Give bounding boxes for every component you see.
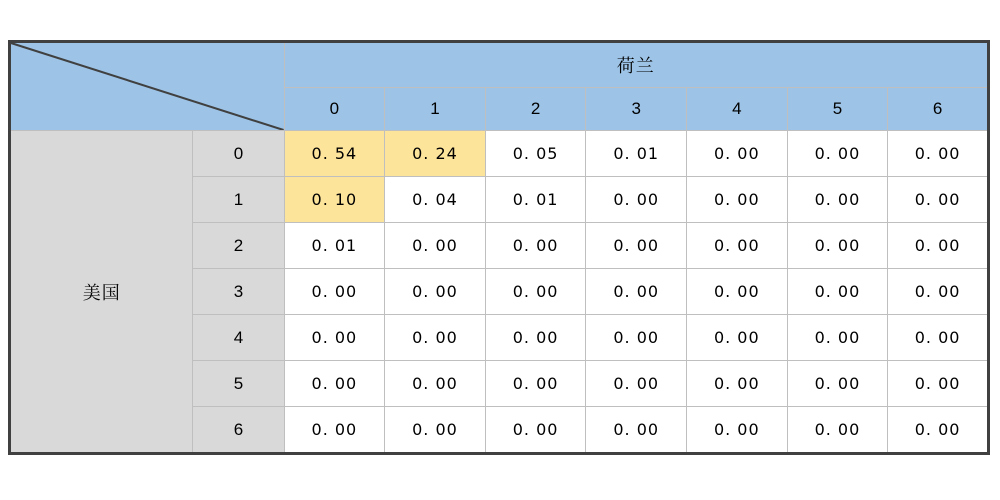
cell-6-0: 0. 00	[284, 407, 385, 454]
col-header-6: 6	[888, 88, 989, 131]
col-header-3: 3	[586, 88, 687, 131]
cell-2-4: 0. 00	[687, 223, 788, 269]
row-header-6: 6	[193, 407, 284, 454]
col-header-1: 1	[385, 88, 486, 131]
cell-3-2: 0. 00	[485, 269, 586, 315]
row-header-3: 3	[193, 269, 284, 315]
probability-matrix-table	[8, 40, 990, 455]
column-group-label: 荷兰	[284, 42, 988, 88]
cell-4-3: 0. 00	[586, 315, 687, 361]
cell-3-4: 0. 00	[687, 269, 788, 315]
matrix	[8, 40, 990, 455]
cell-6-2: 0. 00	[485, 407, 586, 454]
col-header-2: 2	[485, 88, 586, 131]
cell-2-3: 0. 00	[586, 223, 687, 269]
cell-3-3: 0. 00	[586, 269, 687, 315]
cell-0-4: 0. 00	[687, 131, 788, 177]
cell-6-1: 0. 00	[385, 407, 486, 454]
cell-5-5: 0. 00	[787, 361, 888, 407]
cell-0-1: 0. 24	[385, 131, 486, 177]
cell-5-3: 0. 00	[586, 361, 687, 407]
cell-1-6: 0. 00	[888, 177, 989, 223]
col-header-0: 0	[284, 88, 385, 131]
cell-3-5: 0. 00	[787, 269, 888, 315]
cell-1-1: 0. 04	[385, 177, 486, 223]
cell-4-4: 0. 00	[687, 315, 788, 361]
cell-2-2: 0. 00	[485, 223, 586, 269]
cell-4-2: 0. 00	[485, 315, 586, 361]
cell-4-6: 0. 00	[888, 315, 989, 361]
cell-0-0: 0. 54	[284, 131, 385, 177]
cell-4-0: 0. 00	[284, 315, 385, 361]
diagonal-divider-icon	[11, 43, 284, 130]
row-group-label: 美国	[10, 131, 193, 454]
cell-5-4: 0. 00	[687, 361, 788, 407]
header-row-group	[10, 42, 989, 88]
cell-0-5: 0. 00	[787, 131, 888, 177]
cell-4-1: 0. 00	[385, 315, 486, 361]
row-header-1: 1	[193, 177, 284, 223]
cell-2-5: 0. 00	[787, 223, 888, 269]
col-header-5: 5	[787, 88, 888, 131]
cell-5-2: 0. 00	[485, 361, 586, 407]
cell-5-0: 0. 00	[284, 361, 385, 407]
cell-6-4: 0. 00	[687, 407, 788, 454]
col-header-4: 4	[687, 88, 788, 131]
cell-5-1: 0. 00	[385, 361, 486, 407]
cell-0-3: 0. 01	[586, 131, 687, 177]
row-header-4: 4	[193, 315, 284, 361]
cell-2-1: 0. 00	[385, 223, 486, 269]
cell-0-6: 0. 00	[888, 131, 989, 177]
cell-1-5: 0. 00	[787, 177, 888, 223]
cell-1-0: 0. 10	[284, 177, 385, 223]
cell-6-5: 0. 00	[787, 407, 888, 454]
cell-2-6: 0. 00	[888, 223, 989, 269]
row-header-0: 0	[193, 131, 284, 177]
cell-0-2: 0. 05	[485, 131, 586, 177]
row-header-5: 5	[193, 361, 284, 407]
cell-5-6: 0. 00	[888, 361, 989, 407]
cell-1-2: 0. 01	[485, 177, 586, 223]
cell-3-0: 0. 00	[284, 269, 385, 315]
corner-diagonal-cell	[10, 42, 285, 131]
table-row	[10, 131, 989, 177]
cell-1-3: 0. 00	[586, 177, 687, 223]
cell-3-1: 0. 00	[385, 269, 486, 315]
cell-6-6: 0. 00	[888, 407, 989, 454]
cell-2-0: 0. 01	[284, 223, 385, 269]
cell-1-4: 0. 00	[687, 177, 788, 223]
cell-6-3: 0. 00	[586, 407, 687, 454]
cell-3-6: 0. 00	[888, 269, 989, 315]
cell-4-5: 0. 00	[787, 315, 888, 361]
row-header-2: 2	[193, 223, 284, 269]
